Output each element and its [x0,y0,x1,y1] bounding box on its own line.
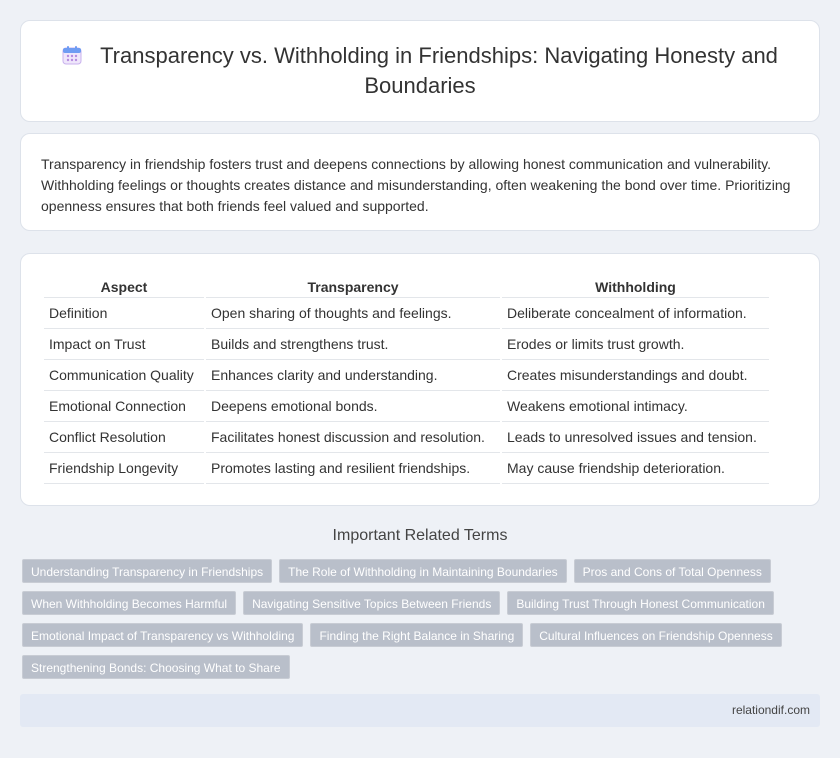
title-card [20,20,820,122]
related-term-tag[interactable]: Emotional Impact of Transparency vs Withholding [22,623,303,647]
table-cell: Builds and strengthens trust. [206,329,500,360]
related-terms-heading: Important Related Terms [332,527,508,544]
table-cell: Definition [44,298,204,329]
comparison-table-card [20,253,820,506]
table-header-row [44,276,769,298]
table-cell: Friendship Longevity [44,453,204,484]
footer-site-link[interactable]: relationdif.com [731,703,810,717]
table-cell: Leads to unresolved issues and tension. [502,422,769,453]
table-cell: Creates misunderstandings and doubt. [502,360,769,391]
table-cell: Open sharing of thoughts and feelings. [206,298,500,329]
table-cell: Weakens emotional intimacy. [502,391,769,422]
related-term-tag[interactable]: Navigating Sensitive Topics Between Friends [243,591,500,615]
intro-card [20,133,820,231]
table-cell: Emotional Connection [44,391,204,422]
table-row [44,453,769,484]
table-row [44,391,769,422]
header-withholding: Withholding [502,276,769,298]
table-cell: Communication Quality [44,360,204,391]
related-term-tag[interactable]: Finding the Right Balance in Sharing [310,623,523,647]
table-row [44,422,769,453]
related-term-tag[interactable]: Understanding Transparency in Friendships [22,559,272,583]
page-title [61,41,779,101]
related-term-tag[interactable]: Building Trust Through Honest Communication [507,591,774,615]
related-term-tag[interactable]: Cultural Influences on Friendship Openness [530,623,781,647]
table-row [44,360,769,391]
table-cell: Promotes lasting and resilient friendships. [206,453,500,484]
table-cell: Erodes or limits trust growth. [502,329,769,360]
related-term-tag[interactable]: Pros and Cons of Total Openness [574,559,771,583]
comparison-table [42,276,771,484]
table-cell: Facilitates honest discussion and resolution. [206,422,500,453]
table-cell: Deliberate concealment of information. [502,298,769,329]
table-row [44,329,769,360]
calendar-icon [62,45,82,65]
table-row [44,298,769,329]
related-term-tag[interactable]: When Withholding Becomes Harmful [22,591,236,615]
table-cell: Deepens emotional bonds. [206,391,500,422]
related-terms-list [22,559,822,679]
related-term-tag[interactable]: The Role of Withholding in Maintaining Boundaries [279,559,567,583]
footer [20,694,820,727]
page-title-text: Transparency vs. Withholding in Friendships: Navigating Honesty and Boundaries [100,43,778,98]
related-term-tag[interactable]: Strengthening Bonds: Choosing What to Share [22,655,290,679]
table-cell: Enhances clarity and understanding. [206,360,500,391]
header-aspect: Aspect [44,276,204,298]
table-cell: May cause friendship deterioration. [502,453,769,484]
intro-paragraph: Transparency in friendship fosters trust and deepens connections by allowing honest communication and vulnerability. Withholding feelings or thoughts creates distance and misunderstanding, often weakening the bond over time. Prioritizing openness ensures that both friends feel valued and supported. [41,156,791,214]
header-transparency: Transparency [206,276,500,298]
table-cell: Impact on Trust [44,329,204,360]
table-cell: Conflict Resolution [44,422,204,453]
